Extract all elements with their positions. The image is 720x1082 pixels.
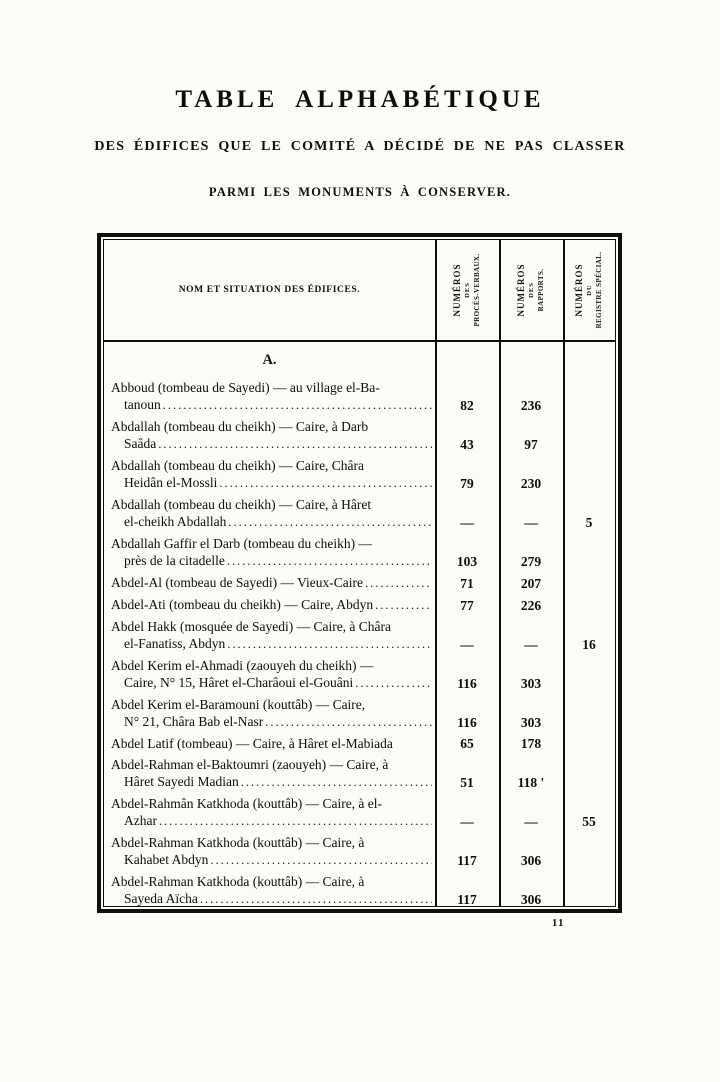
- entry-line: [111, 496, 432, 513]
- vhead-line: PROCÈS-VERBAUX.: [473, 253, 482, 327]
- entry-num-rapports: —: [524, 814, 538, 829]
- entry-num-rapports: 226: [520, 598, 542, 613]
- entry-num-proces-verbaux: 103: [456, 554, 478, 569]
- entry-line: [111, 435, 432, 453]
- entry-name: [104, 696, 435, 731]
- entry-name: [104, 657, 435, 692]
- entry-name: [104, 379, 435, 414]
- entry-num-registre-special: 55: [582, 814, 596, 829]
- entry-name: [104, 457, 435, 492]
- entry-num-rapports: 236: [520, 398, 542, 413]
- table-row: [104, 496, 615, 531]
- dot-leader: [159, 812, 432, 830]
- entry-line: [111, 513, 432, 531]
- entry-num-rapports: 306: [520, 853, 542, 868]
- entry-num-proces-verbaux: 116: [457, 676, 477, 691]
- dot-leader: [227, 552, 432, 570]
- rotated-header: [516, 243, 546, 337]
- table-rows: [104, 379, 615, 906]
- entry-num-proces-verbaux: 82: [460, 398, 474, 413]
- table-row: [104, 795, 615, 830]
- entry-num-rapports: 178: [520, 736, 542, 751]
- table-row: [104, 834, 615, 869]
- entry-text: Azhar: [124, 813, 157, 828]
- entry-num-registre-special: [563, 574, 615, 592]
- entry-num-proces-verbaux: 116: [457, 715, 477, 730]
- table-row: [104, 618, 615, 653]
- entry-num-rapports: 306: [520, 892, 542, 906]
- entry-line: [111, 773, 432, 791]
- dot-leader: [227, 635, 432, 653]
- entry-text: Abdallah (tombeau du cheikh) — Caire, à Darb: [111, 419, 369, 434]
- dot-leader: [265, 713, 432, 731]
- entry-num-registre-special: [563, 696, 615, 731]
- entry-line: [111, 696, 432, 713]
- table-header: [104, 240, 615, 340]
- entry-text: Hâret Sayedi Madian: [124, 774, 239, 789]
- entry-num-proces-verbaux: 117: [457, 892, 477, 906]
- entry-text: Abdallah Gaffir el Darb (tombeau du cheikh) —: [111, 536, 373, 551]
- page-number: 11: [552, 918, 565, 929]
- dot-leader: [241, 773, 432, 791]
- entry-num-proces-verbaux: 51: [460, 775, 474, 790]
- entry-num-rapports: 207: [520, 576, 542, 591]
- entry-text: Abdel Kerim el-Ahmadi (zaouyeh du cheikh) —: [111, 658, 374, 673]
- entry-name: [104, 496, 435, 531]
- entry-num-rapports: 303: [520, 715, 542, 730]
- dot-leader: [355, 674, 432, 692]
- entry-num-registre-special: 16: [582, 637, 596, 652]
- entry-line: [111, 834, 432, 851]
- entry-text: el-cheikh Abdallah: [124, 514, 227, 529]
- table-frame: [97, 233, 622, 913]
- table-row: [104, 696, 615, 731]
- subtitle-line-2: PARMI LES MONUMENTS À CONSERVER.: [208, 185, 512, 199]
- entry-text: Abdel-Rahman Katkhoda (kouttâb) — Caire, à: [111, 874, 365, 889]
- column-header-proces-verbaux: [435, 240, 499, 340]
- entry-text: Kahabet Abdyn: [124, 852, 209, 867]
- vhead-line: NUMÉROS: [451, 263, 462, 317]
- entry-num-rapports: 97: [524, 437, 538, 452]
- entry-line: [111, 674, 432, 692]
- entry-num-rapports: —: [524, 515, 538, 530]
- table-row: [104, 657, 615, 692]
- rotated-header: [574, 243, 604, 337]
- dot-leader: [200, 890, 432, 906]
- entry-text: Sayeda Aïcha: [124, 891, 198, 906]
- entry-line: [111, 457, 432, 474]
- entry-line: [111, 851, 432, 869]
- entry-num-registre-special: [563, 535, 615, 570]
- entry-text: Abdel-Al (tombeau de Sayedi) — Vieux-Caire: [111, 575, 363, 590]
- entry-num-registre-special: [563, 735, 615, 752]
- entry-line: [111, 618, 432, 635]
- dot-leader: [210, 851, 432, 869]
- entry-text: Saâda: [124, 436, 157, 451]
- dot-leader: [158, 435, 432, 453]
- entry-line: [111, 635, 432, 653]
- entry-num-proces-verbaux: —: [460, 637, 474, 652]
- entry-text: Abdel Hakk (mosquée de Sayedi) — Caire, à Châra: [111, 619, 392, 634]
- column-header-rapports: [499, 240, 563, 340]
- entry-line: [111, 418, 432, 435]
- table-row: [104, 379, 615, 414]
- entry-line: [111, 873, 432, 890]
- entry-text: Abdel-Rahman el-Baktoumri (zaouyeh) — Caire, à: [111, 757, 389, 772]
- table-body: [104, 342, 615, 906]
- entry-name: [104, 873, 435, 906]
- entry-num-proces-verbaux: 71: [460, 576, 474, 591]
- entry-text: Abdallah (tombeau du cheikh) — Caire, Châra: [111, 458, 365, 473]
- entry-num-rapports: 303: [520, 676, 542, 691]
- entry-num-registre-special: [563, 596, 615, 614]
- entry-line: [111, 657, 432, 674]
- entry-name: [104, 834, 435, 869]
- entry-line: [111, 795, 432, 812]
- entry-text: Abdel-Ati (tombeau du cheikh) — Caire, Abdyn: [111, 597, 374, 612]
- entry-num-registre-special: [563, 379, 615, 414]
- vhead-line: DES: [528, 282, 536, 298]
- entry-line: [111, 474, 432, 492]
- vhead-line: NUMÉROS: [573, 263, 584, 317]
- entry-num-proces-verbaux: 65: [460, 736, 474, 751]
- entry-num-proces-verbaux: 77: [460, 598, 474, 613]
- table-row: [104, 418, 615, 453]
- entry-text: Caire, N° 15, Hâret el-Charâoui el-Gouâni: [124, 675, 354, 690]
- column-header-name: NOM ET SITUATION DES ÉDIFICES.: [178, 285, 361, 295]
- vhead-line: DU: [586, 284, 594, 296]
- table: [103, 239, 616, 907]
- entry-text: Abdel Kerim el-Baramouni (kouttâb) — Caire,: [111, 697, 366, 712]
- entry-line: [111, 890, 432, 906]
- entry-line: [111, 552, 432, 570]
- entry-num-rapports: 230: [520, 476, 542, 491]
- entry-text: tanoun: [124, 397, 161, 412]
- dot-leader: [219, 474, 432, 492]
- entry-line: [111, 713, 432, 731]
- entry-num-rapports: 118 ': [517, 775, 545, 790]
- entry-name: [104, 535, 435, 570]
- entry-name: [104, 756, 435, 791]
- entry-text: Abdel-Rahman Katkhoda (kouttâb) — Caire, à: [111, 835, 365, 850]
- entry-num-proces-verbaux: —: [460, 814, 474, 829]
- entry-name: [104, 618, 435, 653]
- vhead-line: DES: [464, 282, 472, 298]
- dot-leader: [365, 574, 432, 592]
- subtitle-line-1: DES ÉDIFICES QUE LE COMITÉ A DÉCIDÉ DE NE PAS CLASSER: [94, 139, 626, 154]
- rotated-header: [452, 243, 482, 337]
- entry-text: N° 21, Châra Bab el-Nasr: [124, 714, 264, 729]
- vhead-line: REGISTRE SPÉCIAL.: [595, 251, 604, 329]
- page-title: TABLE ALPHABÉTIQUE: [175, 86, 545, 113]
- dot-leader: [163, 396, 432, 414]
- entry-line: [111, 574, 432, 592]
- entry-num-registre-special: [563, 834, 615, 869]
- entry-name: [104, 418, 435, 453]
- entry-name: [104, 596, 435, 614]
- table-row: [104, 574, 615, 592]
- entry-text: Abdel Latif (tombeau) — Caire, à Hâret el-Mabiada: [111, 736, 393, 751]
- column-header-registre-special: [563, 240, 615, 340]
- table-row: [104, 873, 615, 906]
- table-row: [104, 756, 615, 791]
- entry-line: [111, 535, 432, 552]
- entry-text: Abdallah (tombeau du cheikh) — Caire, à Hâret: [111, 497, 372, 512]
- table-row: [104, 735, 615, 752]
- table-row: [104, 535, 615, 570]
- entry-num-proces-verbaux: —: [460, 515, 474, 530]
- entry-num-rapports: —: [524, 637, 538, 652]
- table-row: [104, 457, 615, 492]
- entry-num-proces-verbaux: 43: [460, 437, 474, 452]
- section-letter: A.: [262, 352, 277, 368]
- entry-num-registre-special: [563, 657, 615, 692]
- entry-line: [111, 596, 432, 614]
- entry-line: [111, 379, 432, 396]
- table-row: [104, 596, 615, 614]
- entry-text: el-Fanatiss, Abdyn: [124, 636, 226, 651]
- entry-text: Heidân el-Mossli: [124, 475, 218, 490]
- entry-line: [111, 756, 432, 773]
- dot-leader: [375, 596, 432, 614]
- entry-line: [111, 396, 432, 414]
- entry-num-proces-verbaux: 79: [460, 476, 474, 491]
- entry-line: [111, 735, 432, 752]
- entry-name: [104, 574, 435, 592]
- vhead-line: RAPPORTS.: [537, 268, 546, 312]
- entry-num-registre-special: [563, 418, 615, 453]
- entry-text: Abboud (tombeau de Sayedi) — au village el-Ba-: [111, 380, 380, 395]
- entry-num-proces-verbaux: 117: [457, 853, 477, 868]
- entry-num-rapports: 279: [520, 554, 542, 569]
- entry-num-registre-special: [563, 873, 615, 906]
- vhead-line: NUMÉROS: [515, 263, 526, 317]
- dot-leader: [228, 513, 432, 531]
- entry-name: [104, 795, 435, 830]
- entry-num-registre-special: 5: [585, 515, 593, 530]
- entry-line: [111, 812, 432, 830]
- entry-num-registre-special: [563, 756, 615, 791]
- entry-num-registre-special: [563, 457, 615, 492]
- entry-name: [104, 735, 435, 752]
- entry-text: près de la citadelle: [124, 553, 225, 568]
- entry-text: Abdel-Rahmân Katkhoda (kouttâb) — Caire, à el-: [111, 796, 383, 811]
